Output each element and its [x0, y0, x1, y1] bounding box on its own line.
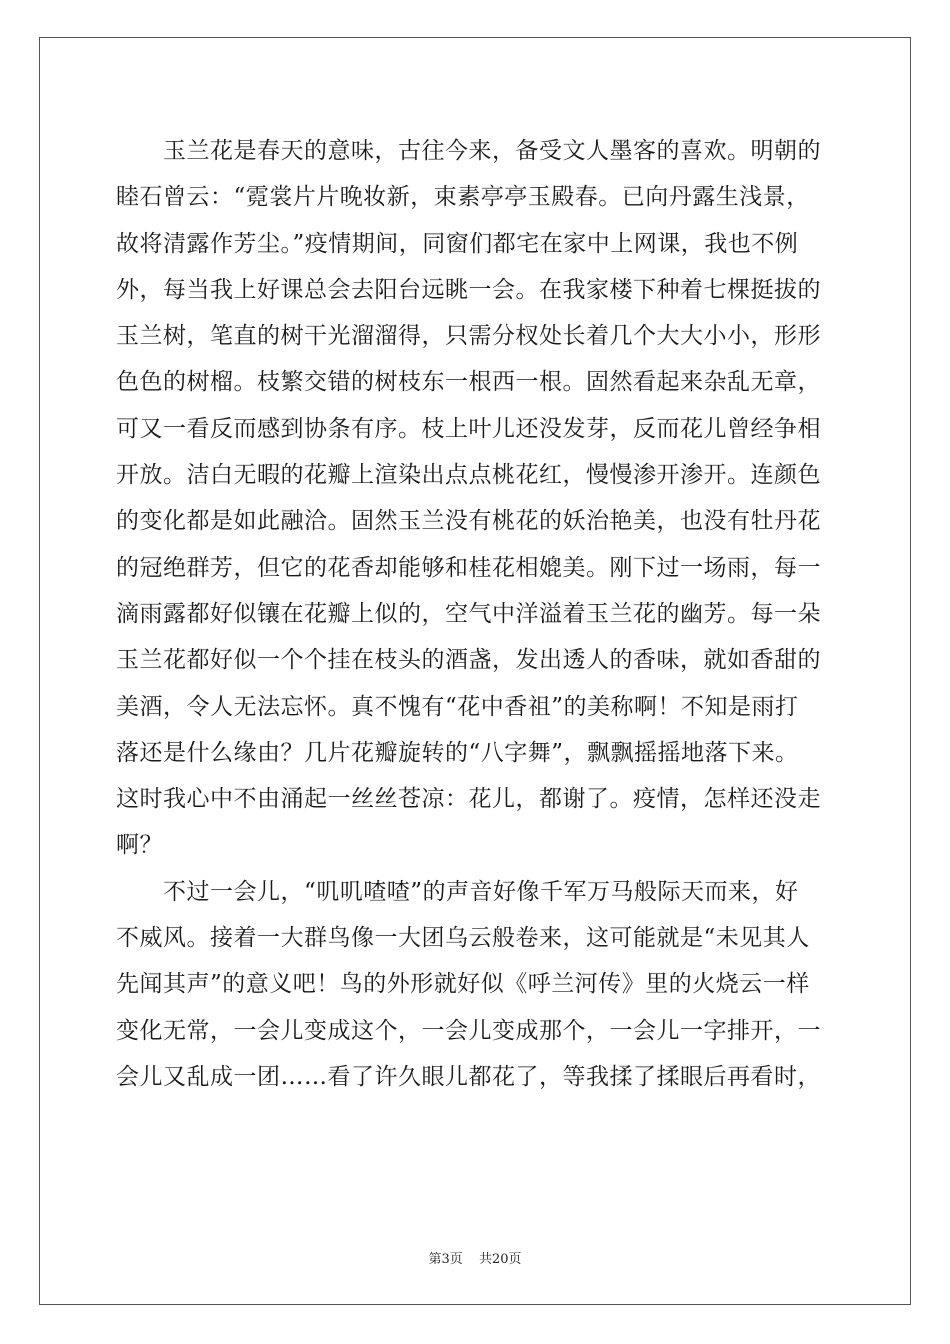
text-line: 外，每当我上好课总会去阳台远眺一会。在我家楼下种着七棵挺拔的: [116, 276, 821, 303]
text-line: 故将清露作芳尘。”疫情期间，同窗们都宅在家中上网课，我也不例: [116, 230, 799, 257]
text-line: 的变化都是如此融洽。固然玉兰没有桃花的妖治艳美，也没有牡丹花: [116, 508, 821, 535]
text-line: 先闻其声”的意义吧！鸟的外形就好似《呼兰河传》里的火烧云一样: [116, 971, 810, 998]
text-line: 变化无常，一会儿变成这个，一会儿变成那个，一会儿一字排开，一: [116, 1017, 821, 1044]
page-total: 共20页: [478, 1252, 522, 1267]
text-line: 玉兰花都好似一个个挂在枝头的酒盏，发出透人的香味，就如香甜的: [116, 647, 821, 674]
page-footer: [0, 1248, 950, 1267]
text-line: 啊？: [116, 832, 163, 859]
text-line: 美酒，令人无法忘怀。真不愧有“花中香祖”的美称啊！不知是雨打: [116, 693, 799, 720]
text-line: 落还是什么缘由？几片花瓣旋转的“八字舞”，飘飘摇摇地落下来。: [116, 739, 799, 766]
text-line: 玉兰花是春天的意味，古往今来，备受文人墨客的喜欢。明朝的: [116, 138, 821, 164]
text-line: 可又一看反而感到协条有序。枝上叶儿还没发芽，反而花儿曾经争相: [116, 415, 821, 442]
text-line: 会儿又乱成一团……看了许久眼儿都花了，等我揉了揉眼后再看时，: [116, 1063, 821, 1090]
text-line: 的冠绝群芳，但它的花香却能够和桂花相媲美。刚下过一场雨，每一: [116, 554, 821, 581]
text-line: 色色的树榴。枝繁交错的树枝东一根西一根。固然看起来杂乱无章，: [116, 369, 821, 396]
document-body: [116, 128, 836, 1100]
text-line: 不威风。接着一大群鸟像一大团乌云般卷来，这可能就是“未见其人: [116, 925, 810, 952]
text-line: 睦石曾云：“霓裳片片晚妆新，束素亭亭玉殿春。已向丹露生浅景，: [116, 184, 810, 211]
text-line: 滴雨露都好似镶在花瓣上似的，空气中洋溢着玉兰花的幽芳。每一朵: [116, 600, 821, 627]
page-number: 第3页: [428, 1252, 463, 1267]
text-line: 开放。洁白无暇的花瓣上渲染出点点桃花红，慢慢渗开渗开。连颜色: [116, 462, 821, 489]
text-line: 不过一会儿，“叽叽喳喳”的声音好像千军万马般际天而来，好: [116, 878, 799, 905]
text-line: 这时我心中不由涌起一丝丝苍凉：花儿，都谢了。疫情，怎样还没走: [116, 786, 821, 813]
text-line: 玉兰树，笔直的树干光溜溜得，只需分杈处长着几个大大小小，形形: [116, 323, 821, 350]
